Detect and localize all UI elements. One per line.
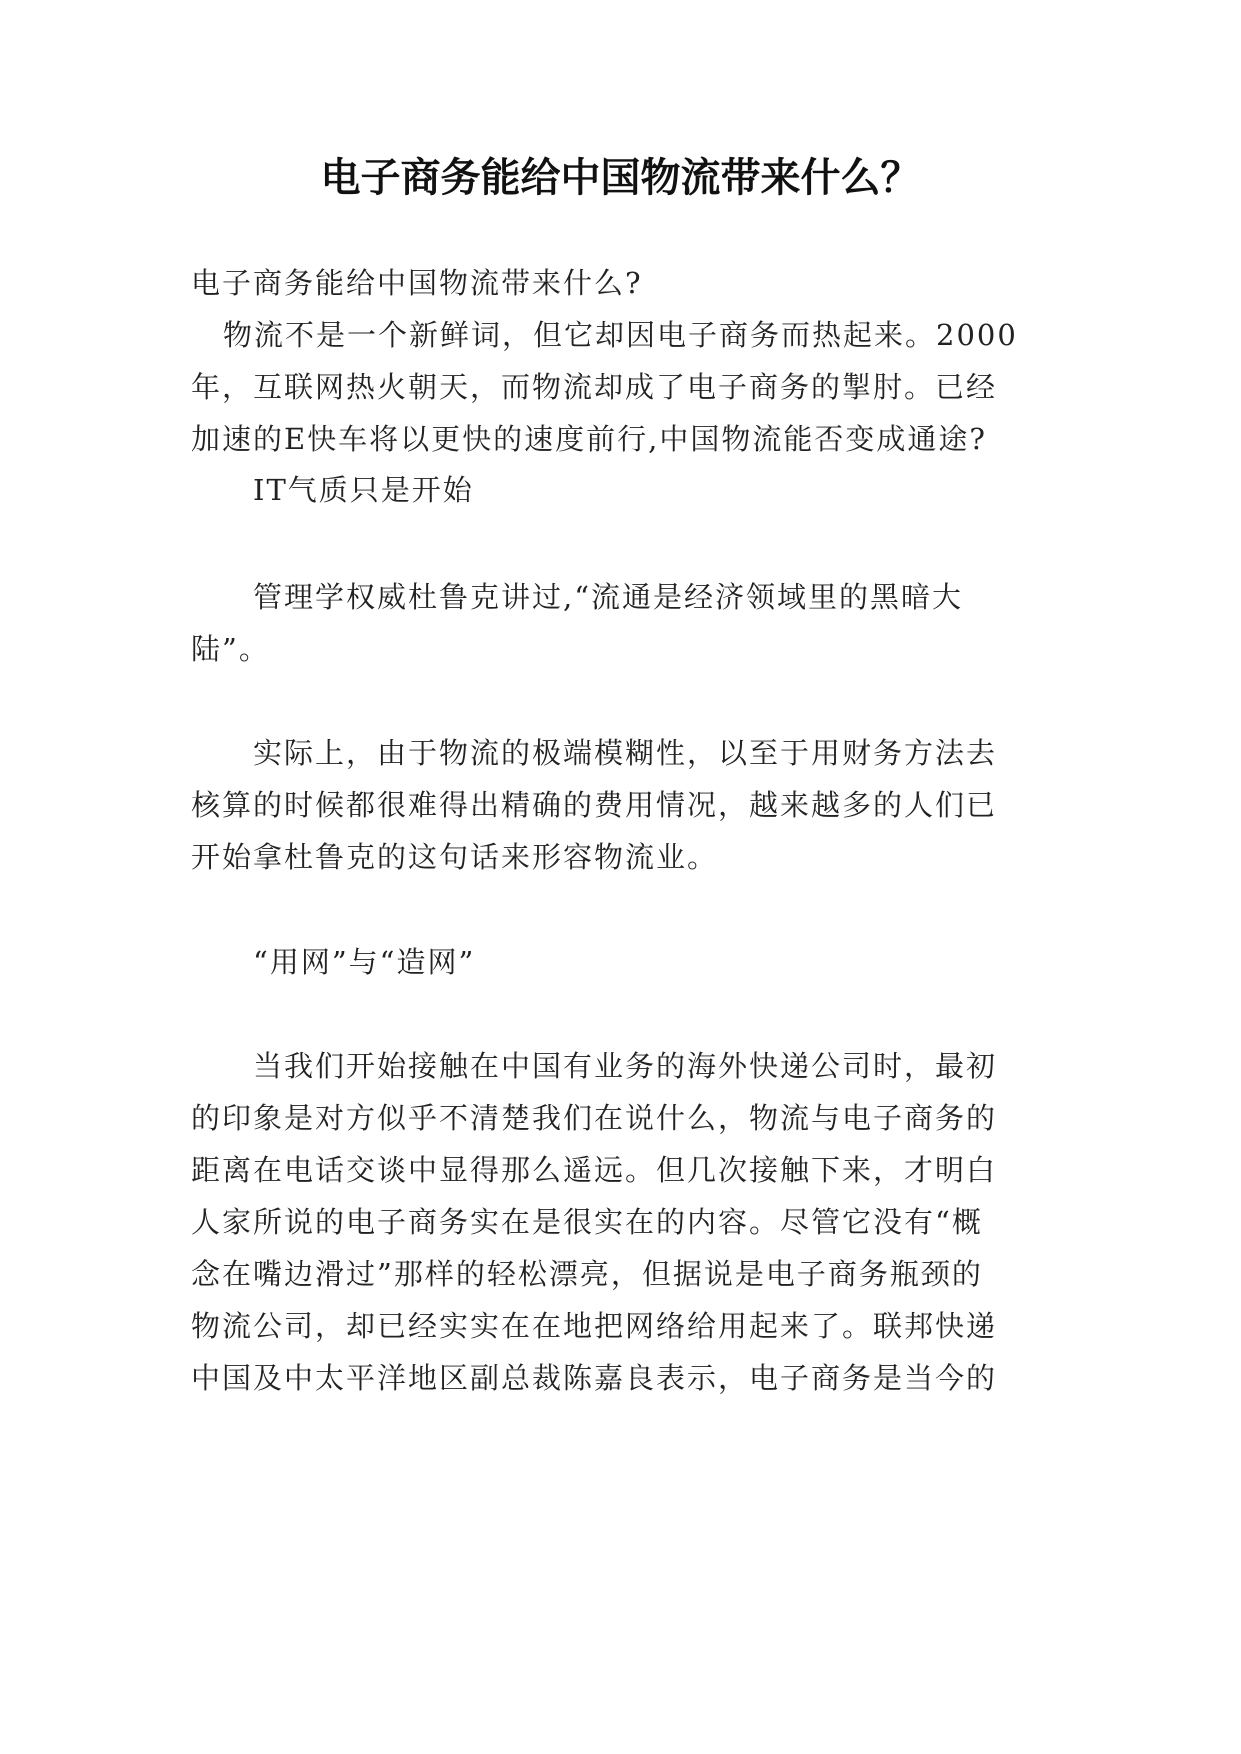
text-line: 物流不是一个新鲜词，但它却因电子商务而热起来。2000: [223, 318, 1018, 352]
text-line: 核算的时候都很难得出精确的费用情况，越来越多的人们已: [191, 788, 998, 822]
text-line: 的印象是对方似乎不清楚我们在说什么，物流与电子商务的: [191, 1101, 998, 1135]
text-line: IT气质只是开始: [253, 473, 474, 507]
text-line: 管理学权威杜鲁克讲过,“流通是经济领域里的黑暗大: [253, 580, 964, 614]
text-line: 实际上，由于物流的极端模糊性，以至于用财务方法去: [253, 736, 998, 770]
text-line: 陆”。: [191, 632, 270, 666]
text-line: 当我们开始接触在中国有业务的海外快递公司时，最初: [253, 1049, 998, 1083]
text-line: 物流公司，却已经实实在在地把网络给用起来了。联邦快递: [191, 1309, 998, 1343]
text-line: 年，互联网热火朝天，而物流却成了电子商务的掣肘。已经: [191, 370, 998, 404]
text-line: 距离在电话交谈中显得那么遥远。但几次接触下来，才明白: [191, 1153, 998, 1187]
text-line: 电子商务能给中国物流带来什么?: [191, 266, 643, 300]
text-line: 开始拿杜鲁克的这句话来形容物流业。: [191, 840, 719, 874]
text-line: “用网”与“造网”: [253, 945, 476, 979]
text-line: 中国及中太平洋地区副总裁陈嘉良表示，电子商务是当今的: [191, 1361, 998, 1395]
document-title: 电子商务能给中国物流带来什么？: [320, 154, 921, 201]
text-line: 加速的E快车将以更快的速度前行,中国物流能否变成通途?: [191, 422, 987, 456]
text-line: 念在嘴边滑过”那样的轻松漂亮，但据说是电子商务瓶颈的: [191, 1257, 983, 1291]
text-line: 人家所说的电子商务实在是很实在的内容。尽管它没有“概: [191, 1205, 983, 1239]
